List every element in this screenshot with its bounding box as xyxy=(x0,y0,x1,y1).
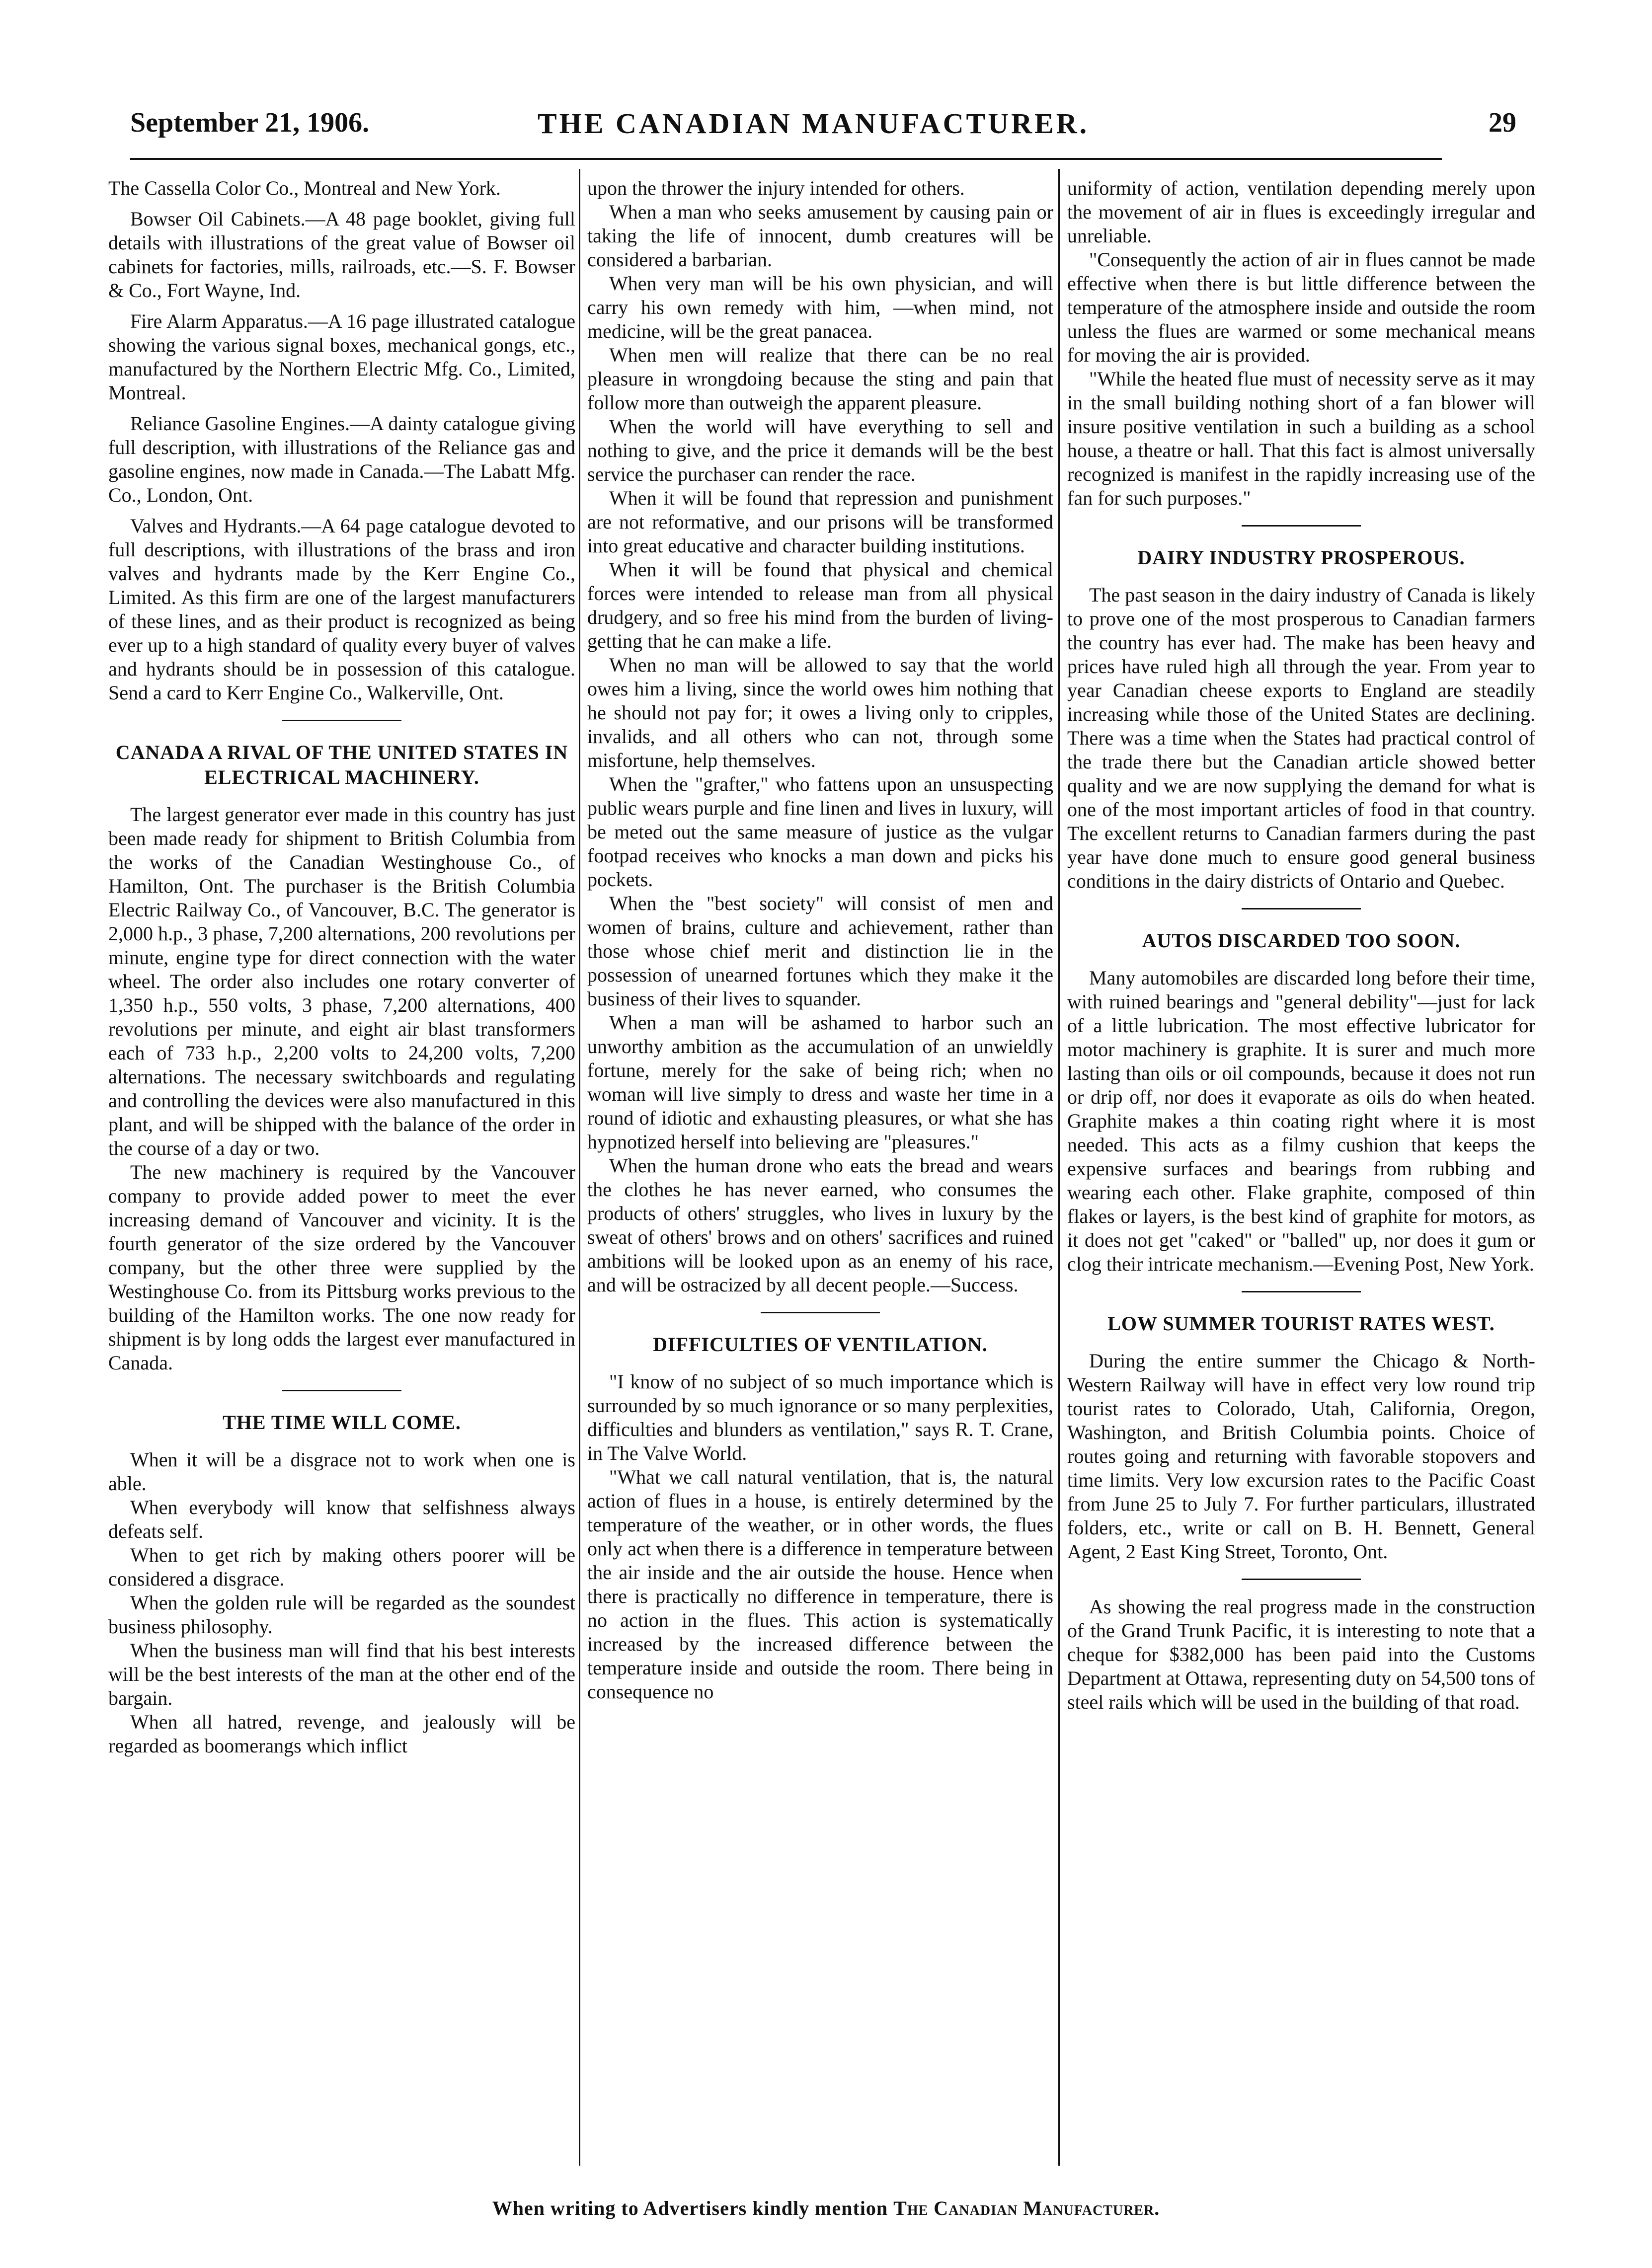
catalogue-entry: Valves and Hydrants.—A 64 page catalogue devoted to full descriptions, with illustrations of the brass and iron valves and hydrants made by the Kerr Engine Co., Limited. As this firm are one of the largest manufacturers of these lines, and as their product is recognized as being ever up to a high standard of quality every buyer of valves and hydrants should be in possession of this catalogue. Send a card to Kerr Engine Co., Walkerville, Ont. xyxy=(108,515,575,704)
article-heading: CANADA A RIVAL OF THE UNITED STATES IN ELECTRICAL MACHINERY. xyxy=(115,741,568,788)
page-footer xyxy=(0,2196,1652,2220)
article-heading: AUTOS DISCARDED TOO SOON. xyxy=(1142,929,1461,952)
article-paragraph: When the golden rule will be regarded as the soundest business philosophy. xyxy=(108,1591,575,1638)
section-separator xyxy=(1242,1579,1361,1580)
article-paragraph: When a man who seeks amusement by causing pain or taking the life of innocent, dumb creatures will be considered a barbarian. xyxy=(587,201,1053,271)
article-paragraph: When the world will have everything to sell and nothing to give, and the price it demands will be the best service the purchaser can render the race. xyxy=(587,415,1053,485)
article-paragraph: When very man will be his own physician, and will carry his own remedy with him, —when mind, not medicine, will be the great panacea. xyxy=(587,272,1053,342)
article-paragraph: When a man will be ashamed to harbor such an unworthy ambition as the accumulation of an unwieldly fortune, merely for the sake of being rich; when no woman will live simply to dress and waste her time in a round of idiotic and exhausting pleasures, or what she has hypnotized herself into believing are "pleasures." xyxy=(587,1011,1053,1153)
article-paragraph: When it will be found that physical and chemical forces were intended to release man from all physical drudgery, and so free his mind from the burden of living-getting that he can make a life. xyxy=(587,558,1053,652)
catalogue-entry: Fire Alarm Apparatus.—A 16 page illustrated catalogue showing the various signal boxes, mechanical gongs, etc., manufactured by the Northern Electric Mfg. Co., Limited, Montreal. xyxy=(108,310,575,404)
column-divider xyxy=(579,169,580,2166)
column-3 xyxy=(1067,176,1535,1721)
article-paragraph: When the human drone who eats the bread and wears the clothes he has never earned, who consumes the products of others' struggles, who lives in luxury by the sweat of others' brows and on others' sacrifices and ruined ambitions will be looked upon as an enemy of his race, and will be ostracized by all decent people.—Success. xyxy=(587,1154,1053,1296)
catalogue-entry: Bowser Oil Cabinets.—A 48 page booklet, giving full details with illustrations of the great value of Bowser oil cabinets for factories, mills, railroads, etc.—S. F. Bowser & Co., Fort Wayne, Ind. xyxy=(108,208,575,302)
column-1 xyxy=(108,176,575,1758)
article-paragraph: "While the heated flue must of necessity serve as it may in the small building nothing short of a fan blower will insure positive ventilation in such a building as a school house, a theatre or hall. That this fact is almost universally recognized is manifest in the rapidly increasing use of the fan for such purposes." xyxy=(1067,368,1535,509)
article-paragraph: uniformity of action, ventilation depending merely upon the movement of air in flues is exceedingly irregular and unreliable. xyxy=(1067,177,1535,247)
masthead-title: THE CANADIAN MANUFACTURER. xyxy=(538,107,1090,140)
article-heading: THE TIME WILL COME. xyxy=(223,1411,461,1434)
article-paragraph: upon the thrower the injury intended for others. xyxy=(587,177,965,199)
article-paragraph: When the business man will find that his best interests will be the best interests of the man at the other end of the bargain. xyxy=(108,1639,575,1709)
page-number: 29 xyxy=(1489,107,1516,138)
article-paragraph: "Consequently the action of air in flues cannot be made effective when there is but little difference between the temperature of the atmosphere inside and outside the room unless the flues are warmed or some mechanical means for moving the air is provided. xyxy=(1067,248,1535,366)
section-separator xyxy=(1242,1291,1361,1292)
article-paragraph: When to get rich by making others poorer will be considered a disgrace. xyxy=(108,1544,575,1590)
section-separator xyxy=(761,1312,880,1313)
article-paragraph: When it will be found that repression and punishment are not reformative, and our prisons will be transformed into great educative and character building institutions. xyxy=(587,487,1053,557)
section-separator xyxy=(1242,908,1361,909)
article-paragraph: When the "grafter," who fattens upon an unsuspecting public wears purple and fine linen and lives in luxury, will be meted out the same measure of justice as the vulgar footpad receives who knocks a man down and picks his pockets. xyxy=(587,773,1053,891)
article-paragraph: During the entire summer the Chicago & North-Western Railway will have in effect very low round trip tourist rates to Colorado, Utah, California, Oregon, Washington, and British Columbia points. Choice of routes going and returning with favorable stopovers and time limits. Very low excursion rates to the Pacific Coast from June 25 to July 7. For further particulars, illustrated folders, etc., write or call on B. H. Bennett, General Agent, 2 East King Street, Toronto, Ont. xyxy=(1067,1350,1535,1563)
footer-text: When writing to Advertisers kindly mention xyxy=(492,2197,888,2219)
article-paragraph: When men will realize that there can be no real pleasure in wrongdoing because the sting and pain that follow more than outweigh the apparent pleasure. xyxy=(587,344,1053,414)
article-heading: DAIRY INDUSTRY PROSPEROUS. xyxy=(1137,546,1465,569)
footer-publication: The Canadian Manufacturer. xyxy=(893,2197,1160,2219)
article-paragraph: When all hatred, revenge, and jealously will be regarded as boomerangs which inflict xyxy=(108,1711,575,1757)
page-header xyxy=(130,102,1516,147)
issue-date: September 21, 1906. xyxy=(130,107,370,138)
article-paragraph: Many automobiles are discarded long before their time, with ruined bearings and "general debility"—just for lack of a little lubrication. The most effective lubricator for motor machinery is graphite. It is surer and much more lasting than oils or oil compounds, because it does not run or drip off, nor does it evaporate as oils do when heated. Graphite makes a thin coating right where it is most needed. This acts as a filmy cushion that keeps the expensive surfaces and bearings from rubbing and wearing each other. Flake graphite, composed of thin flakes or layers, is the best kind of graphite for motors, as it does not get "caked" or "balled" up, nor does it gum or clog their intricate mechanism.—Evening Post, New York. xyxy=(1067,967,1535,1275)
article-paragraph: The past season in the dairy industry of Canada is likely to prove one of the most prosperous to Canadian farmers the country has ever had. The make has been heavy and prices have ruled high all through the year. From year to year Canadian cheese exports to England are steadily increasing while those of the United States are declining. There was a time when the States had practical control of the trade there but the Canadian article showed better quality and we are now supplying the demand for what is one of the most important articles of food in that country. The excellent returns to Canadian farmers during the past year have done much to ensure good general business conditions in the dairy districts of Ontario and Quebec. xyxy=(1067,584,1535,892)
column-divider xyxy=(1058,169,1060,2166)
section-separator xyxy=(1242,525,1361,527)
section-separator xyxy=(282,1390,401,1391)
catalogue-entry: Reliance Gasoline Engines.—A dainty catalogue giving full description, with illustrations of the Reliance gas and gasoline engines, now made in Canada.—The Labatt Mfg. Co., London, Ont. xyxy=(108,412,575,506)
article-paragraph: "I know of no subject of so much importance which is surrounded by so much ignorance or so many perplexities, difficulties and blunders as ventilation," says R. T. Crane, in The Valve World. xyxy=(587,1370,1053,1464)
article-heading: DIFFICULTIES OF VENTILATION. xyxy=(653,1333,988,1356)
article-paragraph: When it will be a disgrace not to work when one is able. xyxy=(108,1448,575,1495)
article-paragraph: The new machinery is required by the Vancouver company to provide added power to meet the ever increasing demand of Vancouver and vicinity. It is the fourth generator of the size ordered by the Vancouver company, but the other three were supplied by the Westinghouse Co. from its Pittsburg works previous to the building of the Hamilton works. The one now ready for shipment is by long odds the largest ever manufactured in Canada. xyxy=(108,1161,575,1374)
catalogue-entry: The Cassella Color Co., Montreal and New York. xyxy=(108,177,501,199)
article-paragraph: When everybody will know that selfishness always defeats self. xyxy=(108,1496,575,1542)
article-heading: LOW SUMMER TOURIST RATES WEST. xyxy=(1107,1312,1495,1335)
article-paragraph: When no man will be allowed to say that the world owes him a living, since the world owes him nothing that he should not pay for; it owes a living only to cripples, invalids, and all others who can not, through some misfortune, help themselves. xyxy=(587,654,1053,771)
article-paragraph: The largest generator ever made in this country has just been made ready for shipment to British Columbia from the works of the Canadian Westinghouse Co., of Hamilton, Ont. The purchaser is the British Columbia Electric Railway Co., of Vancouver, B.C. The generator is 2,000 h.p., 3 phase, 7,200 alternations, 200 revolutions per minute, engine type for direct connection with the water wheel. The order also includes one rotary converter of 1,350 h.p., 550 volts, 3 phase, 7,200 alternations, 400 revolutions per minute, and eight air blast transformers each of 733 h.p., 2,200 volts to 24,200 volts, 7,200 alternations. The necessary switchboards and regulating and controlling the devices were also manufactured in this plant, and will be shipped with the balance of the order in the course of a day or two. xyxy=(108,803,575,1159)
article-paragraph: "What we call natural ventilation, that is, the natural action of flues in a house, is entirely determined by the temperature of the weather, or in other words, the flues only act when there is a difference in temperature between the air inside and the air outside the house. Hence when there is practically no difference in temperature, there is no action in the flues. This action is systematically increased by the increased difference between the temperature inside and outside the room. There being in consequence no xyxy=(587,1466,1053,1703)
section-separator xyxy=(282,720,401,721)
column-2 xyxy=(587,176,1053,1704)
article-paragraph: When the "best society" will consist of men and women of brains, culture and achievement, rather than those whose chief merit and distinction lie in the possession of unearned fortunes which they make it the business of their lives to squander. xyxy=(587,892,1053,1010)
header-rule xyxy=(130,158,1442,160)
article-paragraph: As showing the real progress made in the construction of the Grand Trunk Pacific, it is interesting to note that a cheque for $382,000 has been paid into the Customs Department at Ottawa, representing duty on 54,500 tons of steel rails which will be used in the building of that road. xyxy=(1067,1595,1535,1713)
